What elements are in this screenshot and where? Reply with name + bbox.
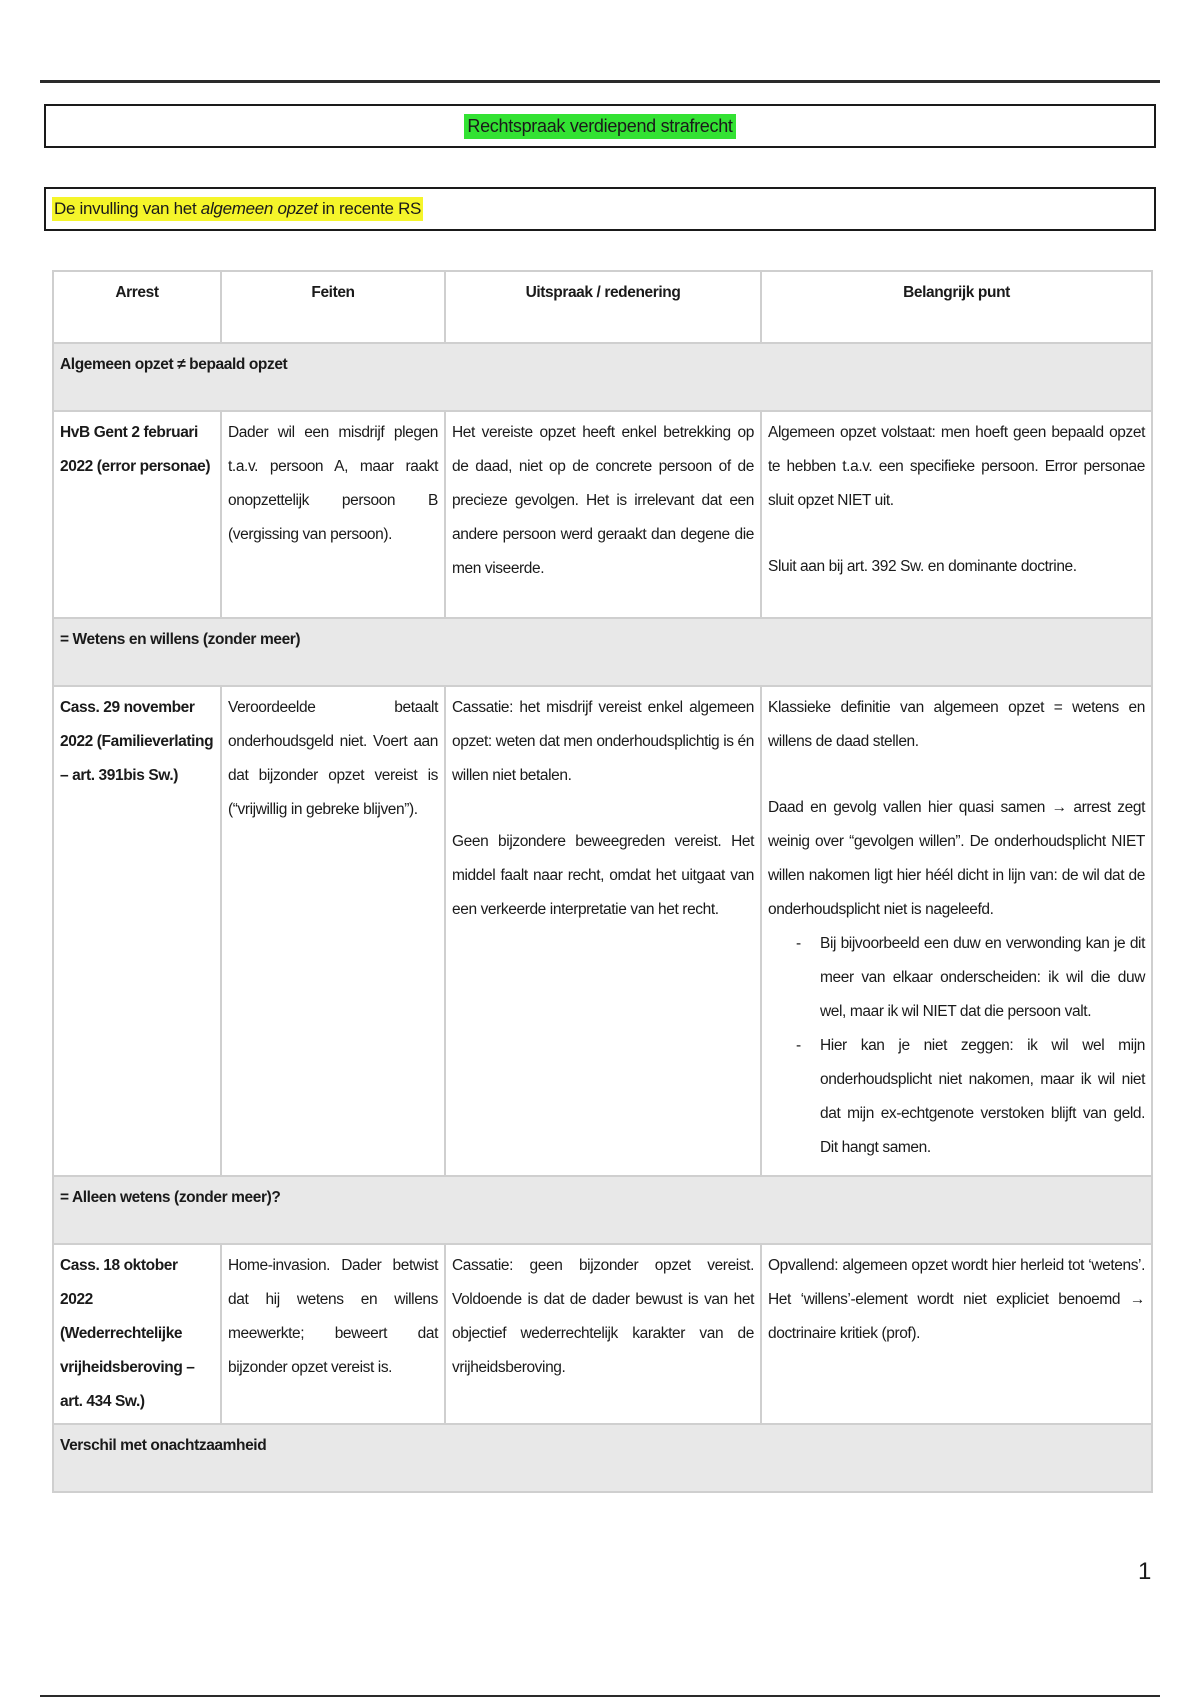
page-number: 1 bbox=[1138, 1558, 1152, 1585]
section-label: Verschil met onachtzaamheid bbox=[53, 1424, 1152, 1492]
cell-uitspraak bbox=[445, 686, 761, 1176]
bottom-rule bbox=[40, 1695, 1160, 1697]
section-heading-pre: De invulling van het bbox=[54, 199, 201, 218]
paragraph-gap bbox=[768, 518, 1145, 550]
table-row bbox=[53, 686, 1152, 1176]
cell-belangrijk-punt bbox=[761, 1244, 1152, 1424]
bullet-item: - Hier kan je niet zeggen: ik wil wel mijn onderhoudsplicht niet nakomen, maar ik wil niet dat mijn ex-echtgenote verstoken blijft van geld. Dit hangt samen. bbox=[768, 1029, 1145, 1165]
cell-uitspraak bbox=[445, 1244, 761, 1424]
subtitle-box bbox=[44, 187, 1156, 231]
cell-feiten: Veroordeelde betaalt onderhoudsgeld niet. Voert aan dat bijzonder opzet vereist is (“vrijwillig in gebreke blijven”). bbox=[221, 686, 445, 1176]
section-row bbox=[53, 618, 1152, 686]
section-heading-post: in recente RS bbox=[317, 199, 422, 218]
column-header-belangrijk-punt: Belangrijk punt bbox=[761, 271, 1152, 343]
cell-uitspraak bbox=[445, 411, 761, 618]
title-box bbox=[44, 104, 1156, 148]
cell-paragraph: Algemeen opzet volstaat: men hoeft geen bepaald opzet te hebben t.a.v. een specifieke persoon. Error personae sluit opzet NIET uit. bbox=[768, 424, 1145, 509]
cell-paragraph: Opvallend: algemeen opzet wordt hier herleid tot ‘wetens’. Het ‘willens’-element wordt niet expliciet benoemd → doctrinaire kritiek (prof). bbox=[768, 1257, 1145, 1342]
cell-arrest: Cass. 18 oktober 2022 (Wederrechtelijke vrijheidsberoving – art. 434 Sw.) bbox=[53, 1244, 221, 1424]
cell-feiten: Dader wil een misdrijf plegen t.a.v. persoon A, maar raakt onopzettelijk persoon B (vergissing van persoon). bbox=[221, 411, 445, 618]
column-header-feiten: Feiten bbox=[221, 271, 445, 343]
paragraph-gap bbox=[452, 793, 754, 825]
cell-paragraph: Klassieke definitie van algemeen opzet = wetens en willens de daad stellen. bbox=[768, 699, 1145, 750]
section-label: Algemeen opzet ≠ bepaald opzet bbox=[53, 343, 1152, 411]
cell-paragraph: Cassatie: het misdrijf vereist enkel algemeen opzet: weten dat men onderhoudsplichtig is én willen niet betalen. bbox=[452, 699, 754, 784]
cell-arrest: HvB Gent 2 februari 2022 (error personae) bbox=[53, 411, 221, 618]
section-row bbox=[53, 1424, 1152, 1492]
column-header-arrest: Arrest bbox=[53, 271, 221, 343]
bullet-list bbox=[768, 927, 1145, 1165]
section-heading-emphasis: algemeen opzet bbox=[200, 199, 318, 218]
cell-paragraph: Sluit aan bij art. 392 Sw. en dominante doctrine. bbox=[768, 558, 1077, 575]
page-title: Rechtspraak verdiepend strafrecht bbox=[464, 114, 735, 139]
section-heading bbox=[52, 197, 423, 221]
section-row bbox=[53, 343, 1152, 411]
section-label: = Wetens en willens (zonder meer) bbox=[53, 618, 1152, 686]
cell-paragraph: Geen bijzondere beweegreden vereist. Het middel faalt naar recht, omdat het uitgaat van een verkeerde interpretatie van het recht. bbox=[452, 833, 754, 918]
column-header-uitspraak: Uitspraak / redenering bbox=[445, 271, 761, 343]
cell-feiten: Home-invasion. Dader betwist dat hij wetens en willens meewerkte; beweert dat bijzonder opzet vereist is. bbox=[221, 1244, 445, 1424]
cell-belangrijk-punt bbox=[761, 411, 1152, 618]
cell-belangrijk-punt bbox=[761, 686, 1152, 1176]
cell-paragraph: Cassatie: geen bijzonder opzet vereist. Voldoende is dat de dader bewust is van het objectief wederrechtelijk karakter van de vrijheidsberoving. bbox=[452, 1257, 754, 1376]
cell-paragraph: Het vereiste opzet heeft enkel betrekking op de daad, niet op de concrete persoon of de precieze gevolgen. Het is irrelevant dat een andere persoon werd geraakt dan degene die men viseerde. bbox=[452, 424, 754, 577]
table-header-row bbox=[53, 271, 1152, 343]
section-label: = Alleen wetens (zonder meer)? bbox=[53, 1176, 1152, 1244]
paragraph-gap bbox=[768, 759, 1145, 791]
bullet-item: - Bij bijvoorbeeld een duw en verwonding kan je dit meer van elkaar onderscheiden: ik wil die duw wel, maar ik wil NIET dat die persoon valt. bbox=[768, 927, 1145, 1029]
top-rule bbox=[40, 80, 1160, 83]
cell-paragraph: Daad en gevolg vallen hier quasi samen → arrest zegt weinig over “gevolgen willen”. De onderhoudsplicht NIET willen nakomen ligt hier héél dicht in lijn van: de wil dat de onderhoudsplicht niet is nageleefd. bbox=[768, 799, 1145, 918]
section-row bbox=[53, 1176, 1152, 1244]
case-law-table bbox=[52, 270, 1153, 1493]
cell-arrest: Cass. 29 november 2022 (Familieverlating – art. 391bis Sw.) bbox=[53, 686, 221, 1176]
table-row bbox=[53, 411, 1152, 618]
table-row bbox=[53, 1244, 1152, 1424]
